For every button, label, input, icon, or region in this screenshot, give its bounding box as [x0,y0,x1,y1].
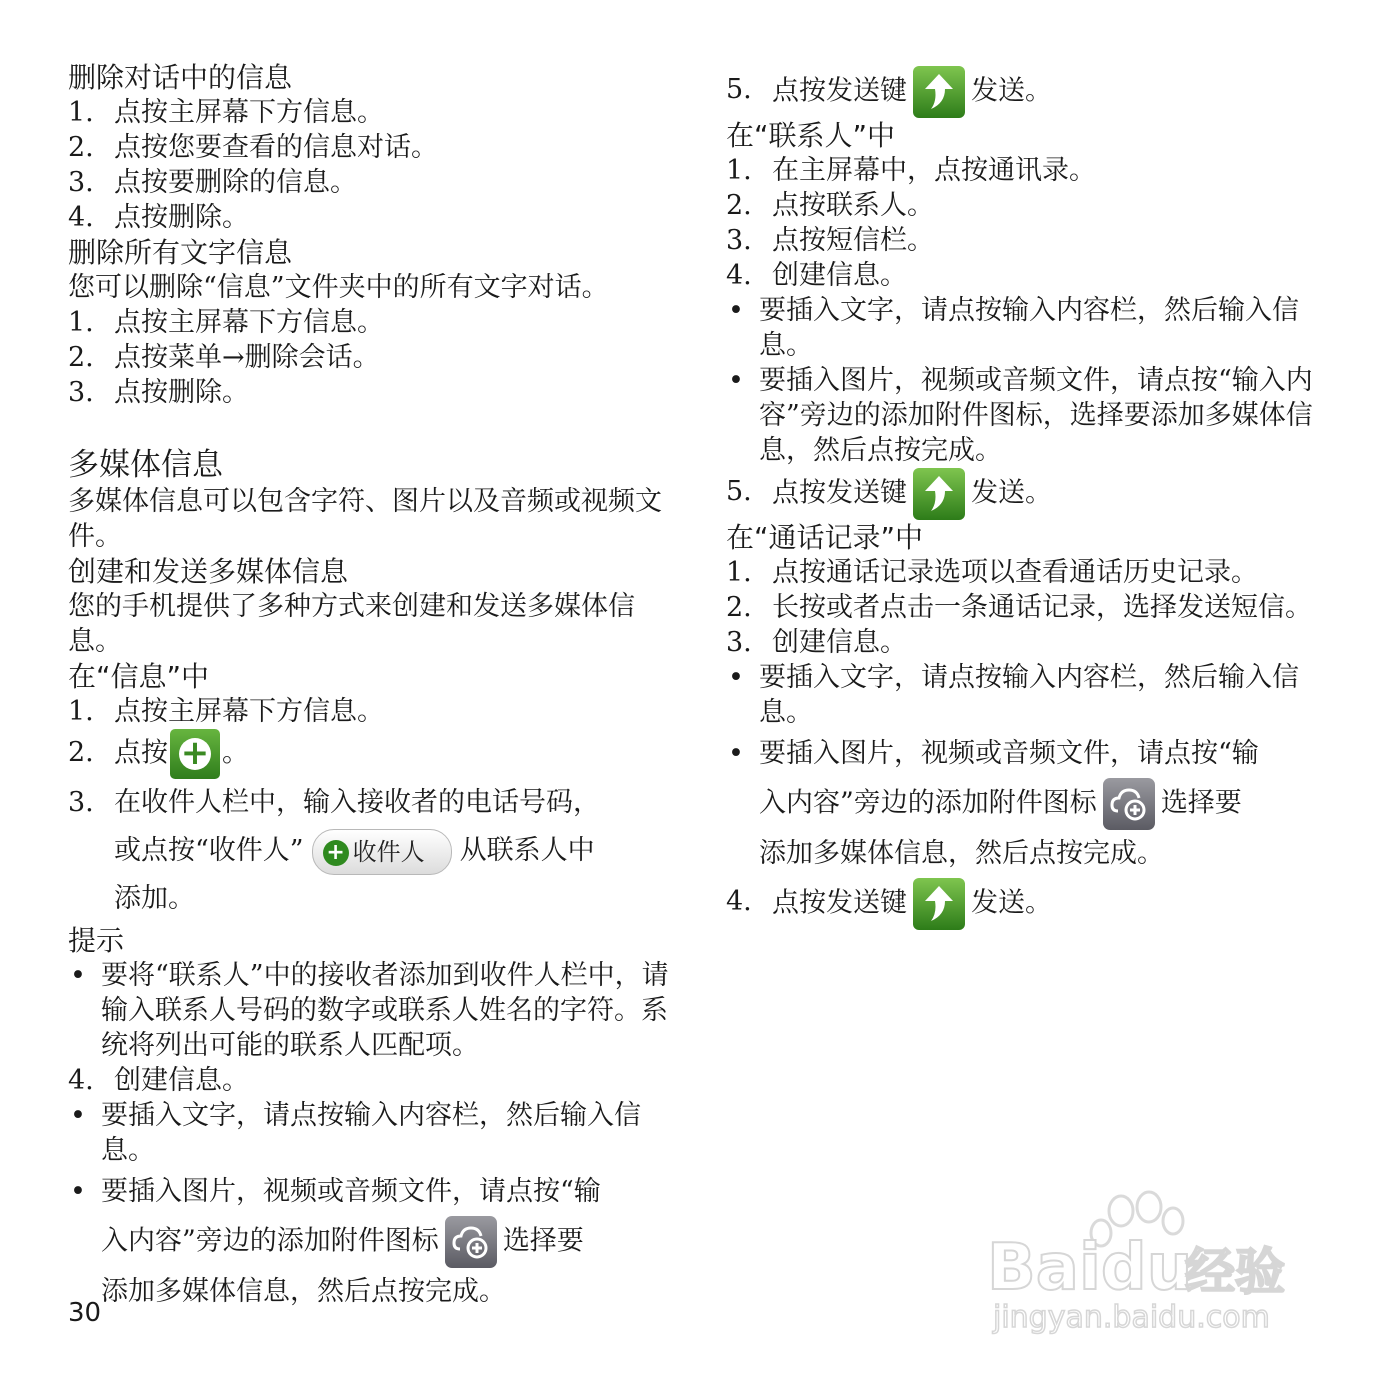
section-title: 删除所有文字信息 [68,236,293,269]
list-item: 3. 点按删除。 [68,377,249,408]
paragraph: 您可以删除“信息”文件夹中的所有文字对话。 [68,272,609,303]
baidu-watermark [985,1185,1315,1335]
list-item: 1. 点按主屏幕下方信息。 [68,97,384,128]
list-item: 1. 点按主屏幕下方信息。 [68,307,384,338]
paragraph: 您的手机提供了多种方式来创建和发送多媒体信息。 [68,591,635,657]
list-item: 2. 长按或者点击一条通话记录，选择发送短信。 [726,592,1312,623]
list-item: • 要插入图片，视频或音频文件，请点按“输 入内容”旁边的添加附件图标 选择要 添加多媒体信息，然后点按完成。 [70,1176,601,1307]
list-item: 3. 创建信息。 [726,627,907,658]
list-item: 2. 点按您要查看的信息对话。 [68,132,438,163]
list-item: 1. 点按通话记录选项以查看通话历史记录。 [726,557,1258,588]
section-title: 删除对话中的信息 [68,61,293,94]
paragraph: 多媒体信息可以包含字符、图片以及音频或视频文件。 [68,486,662,552]
send-icon [913,468,965,520]
list-item: 4. 创建信息。 [68,1065,249,1096]
section-title: 创建和发送多媒体信息 [68,555,349,588]
left-column [68,60,678,1316]
section-title: 在“信息”中 [68,660,210,693]
svg-text:Baidu: Baidu [987,1231,1193,1305]
list-item: 3. 在收件人栏中，输入接收者的电话号码， 或点按“收件人” + 收件人 从联系人中 添加。 [68,787,600,914]
recipient-button: + 收件人 [312,829,452,875]
attachment-icon [445,1216,497,1268]
section-title: 提示 [68,924,125,957]
send-icon [913,66,965,118]
list-item: 2. 点按+ 。 [68,729,678,779]
send-icon [913,878,965,930]
list-item: • 要插入文字，请点按输入内容栏，然后输入信息。 [728,295,1299,361]
list-item: 4. 创建信息。 [726,260,907,291]
svg-text:经验: 经验 [1185,1243,1285,1301]
chapter-title: 多媒体信息 [68,447,223,483]
list-item: • 要将“联系人”中的接收者添加到收件人栏中，请输入联系人号码的数字或联系人姓名的字符。系统将列出可能的联系人匹配项。 [70,960,669,1061]
list-item: 2. 点按菜单→删除会话。 [68,342,380,373]
list-item: 3. 点按要删除的信息。 [68,167,357,198]
list-item: 1. 点按主屏幕下方信息。 [68,696,384,727]
list-item: 4. 点按发送键 发送。 [726,878,1336,930]
list-item: 4. 点按删除。 [68,202,249,233]
right-column [726,66,1336,930]
list-item: 1. 在主屏幕中，点按通讯录。 [726,155,1096,186]
watermark-logo-icon [985,1185,1315,1335]
list-item: 5. 点按发送键 发送。 [726,66,1336,118]
list-item: 3. 点按短信栏。 [726,225,934,256]
list-item: • 要插入图片，视频或音频文件，请点按“输入内容”旁边的添加附件图标，选择要添加多媒体信息，然后点按完成。 [728,365,1313,466]
section-title: 在“联系人”中 [726,119,896,152]
attachment-icon [1103,778,1155,830]
list-item: 5. 点按发送键 发送。 [726,468,1336,520]
page-number: 30 [68,1298,102,1328]
svg-text:jingyan.baidu.com: jingyan.baidu.com [993,1300,1270,1335]
add-icon [170,729,220,779]
list-item: • 要插入图片，视频或音频文件，请点按“输 入内容”旁边的添加附件图标 选择要 添加多媒体信息，然后点按完成。 [728,738,1259,869]
list-item: • 要插入文字，请点按输入内容栏，然后输入信息。 [70,1100,641,1166]
list-item: 2. 点按联系人。 [726,190,934,221]
section-title: 在“通话记录”中 [726,521,924,554]
list-item: • 要插入文字，请点按输入内容栏，然后输入信息。 [728,662,1299,728]
